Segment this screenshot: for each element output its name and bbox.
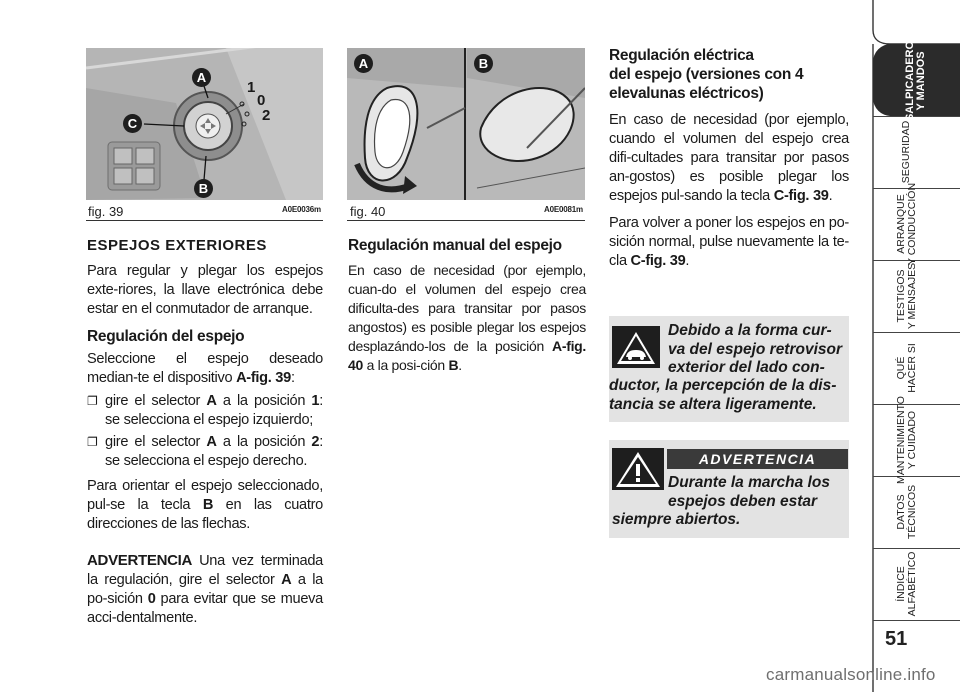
warning-paragraph: ADVERTENCIA Una vez terminada la regulación, gire el selector A a la po-sición 0 para evitar que se mueva acci-dentalmente. [87, 552, 323, 626]
label-a-badge: A [192, 68, 211, 87]
subheading-regulacion: Regulación del espejo [87, 328, 245, 345]
position-1-label: 1 [247, 79, 256, 96]
orient-paragraph: Para orientar el espejo seleccionado, pul-se la tecla B en las cuatro direcciones de las flechas. [87, 478, 323, 532]
column-2 [348, 236, 586, 383]
tab-indice[interactable]: ÍNDICE ALFABÉTICO [895, 551, 918, 617]
tab-salpicadero[interactable]: SALPICADERO Y MANDOS [904, 40, 927, 122]
label-c-badge: C [123, 114, 142, 133]
tab-datos-tecnicos[interactable]: DATOS TÉCNICOS [895, 484, 918, 540]
list-item: ❐ gire el selector A a la posición 2: se selecciona el espejo derecho. [87, 434, 323, 469]
list-item: ❐ gire el selector A a la posición 1: se selecciona el espejo izquierdo; [87, 393, 323, 428]
position-0-label: 0 [257, 92, 266, 109]
fig-39-caption: fig. 39 [88, 204, 124, 219]
electric-paragraph-1: En caso de necesidad (por ejemplo, cuando el volumen del espejo crea difi-cultades para transitar por pasos an-gostos) es posible plegar los espejos pul-sando la tecla C-fig. 39. [609, 112, 849, 204]
manual-paragraph: En caso de necesidad (por ejemplo, cuan-do el volumen del espejo crea dificulta-des para transitar por pasos angostos) es posible plegar los espejos desplazándo-los de la posición A-fig. 40 a la posi-ción B. [348, 262, 586, 373]
note-mirror-curvature-text: Debido a la forma cur- va del espejo retrovisor exterior del lado con- [668, 322, 843, 376]
subheading-electrica: Regulación eléctrica del espejo (versiones con 4 elevalunas eléctricos) [609, 47, 804, 102]
label-a-badge: A [354, 54, 373, 73]
fig-40-rule [347, 220, 585, 221]
label-b-badge: B [474, 54, 493, 73]
figure-40 [347, 48, 585, 200]
fig-39-code: A0E0036m [282, 205, 321, 214]
select-paragraph: Seleccione el espejo deseado median-te el dispositivo A-fig. 39: [87, 351, 323, 386]
section-heading: ESPEJOS EXTERIORES [87, 237, 267, 254]
mirror-fold-illustration [347, 48, 585, 200]
column-1 [87, 236, 323, 636]
tab-que-hacer-si[interactable]: QUÉ HACER SI [895, 343, 918, 393]
fig-40-code: A0E0081m [544, 205, 583, 214]
watermark: carmanualsonline.info [766, 665, 936, 684]
fig-40-caption: fig. 40 [350, 204, 386, 219]
warning-triangle-icon [612, 448, 664, 495]
fig-39-rule [86, 220, 323, 221]
tab-seguridad[interactable]: SEGURIDAD [900, 120, 912, 184]
subheading-manual: Regulación manual del espejo [348, 237, 562, 254]
checkbox-bullet-icon: ❐ [87, 394, 98, 408]
checkbox-bullet-icon: ❐ [87, 435, 98, 449]
tab-mantenimiento[interactable]: MANTENIMIENTO Y CUIDADO [895, 396, 918, 484]
column-3 [609, 46, 849, 279]
advertencia-banner: ADVERTENCIA [667, 449, 848, 469]
page-number: 51 [885, 628, 908, 650]
figure-39 [86, 48, 323, 200]
intro-paragraph: Para regular y plegar los espejos exte-riores, la llave electrónica debe estar en el conmutador de arranque. [87, 263, 323, 317]
label-b-badge: B [194, 179, 213, 198]
note-mirror-curvature-text-wide: ductor, la percepción de la dis- tancia se altera ligeramente. [609, 377, 837, 413]
note-advertencia-text: Durante la marcha los espejos deben estar [668, 474, 830, 510]
electric-paragraph-2: Para volver a poner los espejos en po-sición normal, pulse nuevamente la te-cla C-fig. 39. [609, 215, 849, 269]
note-advertencia-text-wide: siempre abiertos. [612, 511, 741, 528]
car-warning-icon [612, 326, 660, 373]
tab-arranque[interactable]: ARRANQUE Y CONDUCCIÓN [895, 182, 918, 266]
position-2-label: 2 [262, 107, 271, 124]
tab-testigos[interactable]: TESTIGOS Y MENSAJES [895, 262, 918, 330]
